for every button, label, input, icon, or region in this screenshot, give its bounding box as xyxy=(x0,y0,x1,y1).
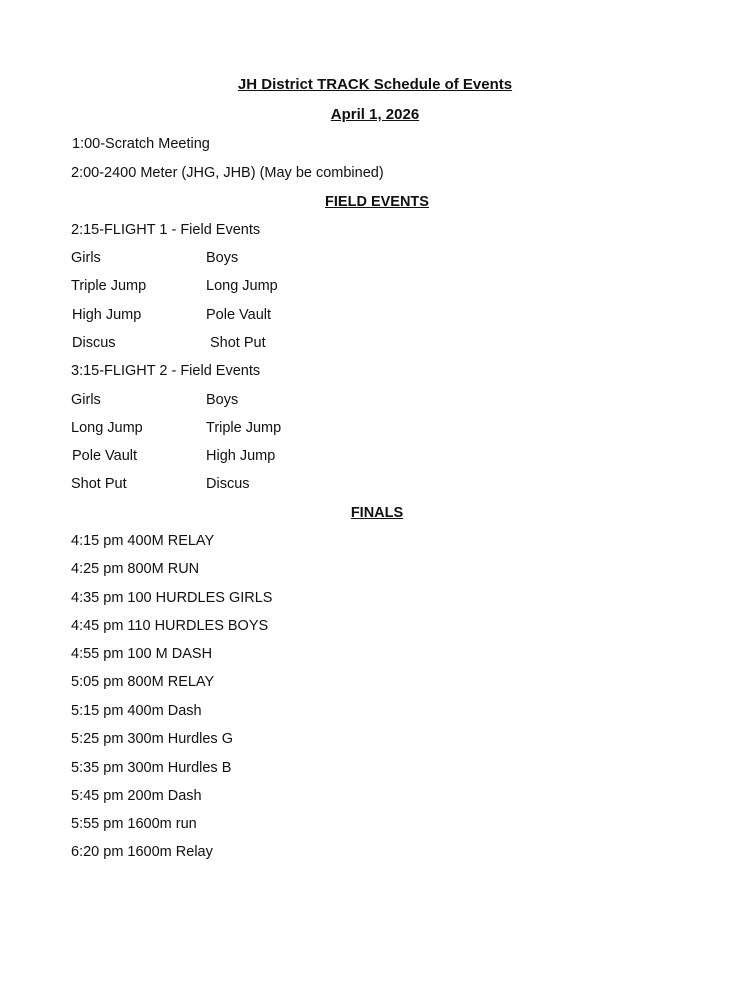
flight1-boys-header: Boys xyxy=(206,250,239,266)
finals-event: 6:20 pm 1600m Relay xyxy=(71,844,213,860)
meter-2400-line: 2:00-2400 Meter (JHG, JHB) (May be combined) xyxy=(71,165,384,181)
flight2-boys-event: Discus xyxy=(206,476,250,492)
flight2-girls-header: Girls xyxy=(71,392,101,408)
flight2-girls-event: Shot Put xyxy=(71,476,127,492)
finals-heading: FINALS xyxy=(350,505,404,521)
flight2-girls-event: Long Jump xyxy=(71,420,143,436)
flight2-girls-event: Pole Vault xyxy=(72,448,138,464)
flight1-label: 2:15-FLIGHT 1 - Field Events xyxy=(71,222,261,238)
flight2-boys-event: Triple Jump xyxy=(206,420,282,436)
scratch-meeting-line: 1:00-Scratch Meeting xyxy=(72,136,210,152)
flight1-boys-event: Long Jump xyxy=(206,278,278,294)
finals-event: 4:45 pm 110 HURDLES BOYS xyxy=(71,618,269,634)
event-date: April 1, 2026 xyxy=(330,106,420,123)
flight2-label: 3:15-FLIGHT 2 - Field Events xyxy=(71,363,261,379)
flight1-girls-header: Girls xyxy=(71,250,101,266)
finals-event: 5:45 pm 200m Dash xyxy=(71,788,202,804)
finals-event: 4:25 pm 800M RUN xyxy=(71,561,200,577)
finals-event: 4:15 pm 400M RELAY xyxy=(71,533,215,549)
flight2-boys-header: Boys xyxy=(206,392,239,408)
document-title: JH District TRACK Schedule of Events xyxy=(237,76,513,93)
finals-event: 5:55 pm 1600m run xyxy=(71,816,197,832)
finals-event: 4:35 pm 100 HURDLES GIRLS xyxy=(71,590,273,606)
flight1-girls-event: Discus xyxy=(72,335,116,351)
field-events-heading: FIELD EVENTS xyxy=(325,194,429,210)
flight1-girls-event: High Jump xyxy=(72,307,142,323)
flight1-boys-event: Shot Put xyxy=(210,335,266,351)
finals-event: 4:55 pm 100 M DASH xyxy=(71,646,213,662)
flight1-girls-event: Triple Jump xyxy=(71,278,147,294)
finals-event: 5:05 pm 800M RELAY xyxy=(71,674,215,690)
finals-event: 5:35 pm 300m Hurdles B xyxy=(71,760,232,776)
flight1-boys-event: Pole Vault xyxy=(206,307,272,323)
finals-event: 5:25 pm 300m Hurdles G xyxy=(71,731,233,747)
flight2-boys-event: High Jump xyxy=(206,448,276,464)
finals-event: 5:15 pm 400m Dash xyxy=(71,703,202,719)
